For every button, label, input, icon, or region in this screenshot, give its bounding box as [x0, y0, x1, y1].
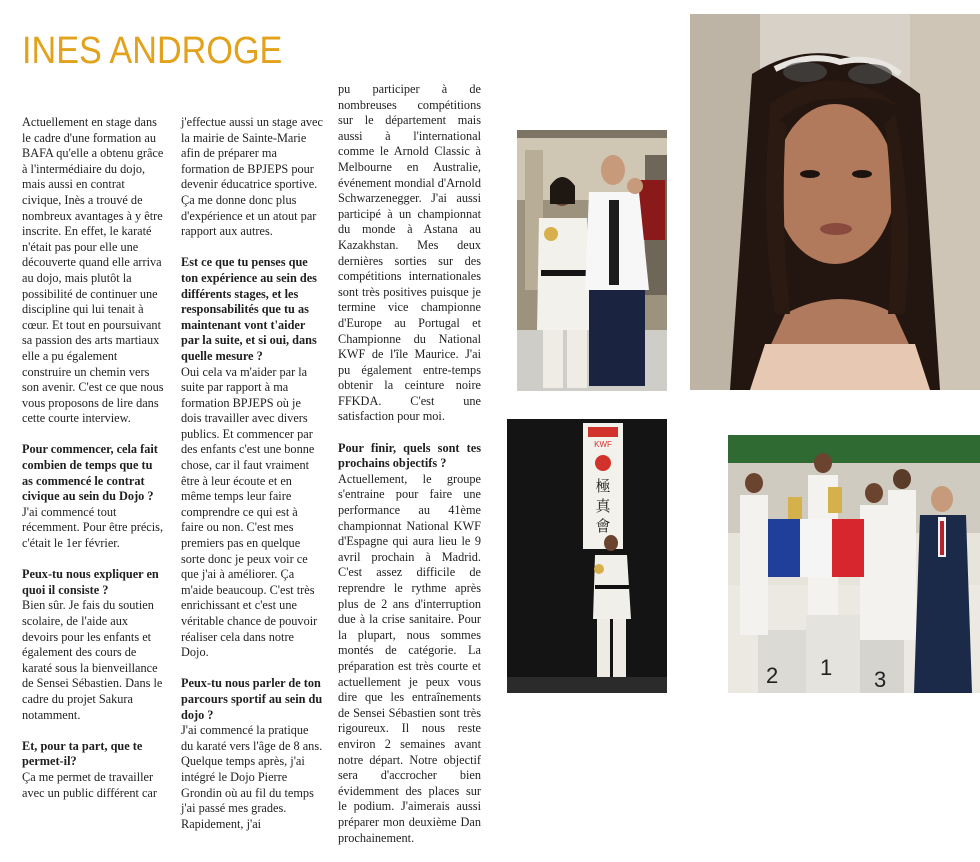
question-2: Peux-tu nous expliquer en quoi il consiste ? — [22, 567, 159, 597]
answer-6: Actuellement, le groupe s'entraine pour faire une performance au 41ème championnat National KWF d'Espagne qui aura lieu le 9 avril prochain à Madrid. C'est assez difficile de reprendre le rythme après plus de 2 ans d'interruption due à la crise sanitaire. Pour la plupart, nous sommes montés de catégorie. La préparation est très courte et actuellement je peux vous dire que les entraînements de Sensei Sébastien sont très rigoureux. Il nous reste environ 2 semaines avant notre départ. Notre objectif sera d'accrocher bien évidemment des places sur le podium. J'aimerais aussi préparer mon deuxième Dan prochainement. — [338, 471, 481, 845]
photo-dojo-pose — [507, 419, 667, 693]
answer-2: Bien sûr. Je fais du soutien scolaire, de l'aide aux devoirs pour les enfants et également des cours de karaté sous la bienveillance de Sensei Sébastien. Dans le cadre du projet Sakura notamment. — [22, 598, 163, 722]
question-6: Pour finir, quels sont tes prochains objectifs ? — [338, 440, 481, 471]
question-5: Peux-tu nous parler de ton parcours sportif au sein du dojo ? — [181, 676, 323, 722]
podium-number-3: 3 — [874, 667, 887, 692]
banner-text: KWF — [594, 440, 612, 449]
paragraph-continued-2: pu participer à de nombreuses compétitions sur le département mais aussi à l'international comme le Arnold Classic à Melbourne en Australie, événement mondial d'Arnold Schwarzenegger. J'ai aussi participé à un championnat du monde à Astana au Kazakhstan. Mes deux dernières sorties sur des compétitions internationales sont très positives puisque je termine vice championne d'Europe au Portugal et Championne du National KWF de l'île Maurice. J'ai pu également entre-temps obtenir la ceinture noire FFKDA. C'est une satisfaction pour moi. — [338, 82, 481, 424]
podium-number-1: 1 — [820, 655, 833, 680]
answer-4: Oui cela va m'aider par la suite par rapport à ma formation BPJEPS où je dois travailler avec divers publics. Et commencer par des enfants c'est une bonne chose, car il faut vraiment être à leur écoute et en même temps leur faire comprendre ce qui est à faire ou non. C'est mes premiers pas en quelque sorte donc je peux voir ce que j'ai à améliorer. Ça m'aide beaucoup. C'est très enrichissant et c'est une véritable chance de pouvoir réaliser cela dans notre Dojo. — [181, 364, 318, 660]
podium-number-2: 2 — [766, 663, 779, 688]
answer-5: J'ai commencé la pratique du karaté vers l'âge de 8 ans. Quelque temps après, j'ai intégré le Dojo Pierre Grondin où au fil du temps j'ai passé mes grades. Rapidement, j'ai — [181, 723, 323, 831]
svg-text:真: 真 — [595, 497, 611, 515]
photo-ines-with-coach — [517, 130, 667, 391]
article-title: INES ANDROGE — [22, 30, 283, 72]
intro-paragraph: Actuellement en stage dans le cadre d'une formation au BAFA qu'elle a obtenu grâce à l'intermédiaire du dojo, mais aussi en contrat civique, Inès a trouvé de nombreux avantages à y être inscrite. En effet, le karaté n'était pas pour elle une découverte quand elle arriva au dojo, mais plutôt la possibilité de continuer une discipline qui lui tenait à cœur. Et tout en poursuivant sa passion des arts martiaux elle a pu également construire un chemin vers son avenir. C'est ce que nous vous proposons de lire dans cette courte interview. — [22, 115, 164, 426]
answer-3: Ça me permet de travailler avec un public différent car — [22, 769, 157, 800]
photo-podium — [728, 435, 980, 693]
svg-text:會: 會 — [595, 517, 611, 535]
article-column-2 — [181, 115, 323, 848]
svg-text:極: 極 — [595, 477, 611, 495]
question-3: Et, pour ta part, que te permet-il? — [22, 738, 143, 769]
question-1: Pour commencer, cela fait combien de temps que tu as commencé le contrat civique au sein du Dojo ? — [22, 442, 158, 504]
article-column-1 — [22, 115, 165, 817]
answer-1: J'ai commencé tout récemment. Pour être précis, c'était le 1er février. — [22, 504, 164, 551]
paragraph-continued: j'effectue aussi un stage avec la mairie de Sainte-Marie afin de préparer ma formation de BPJEPS pour devenir éducatrice sportive. Ça me donne donc plus d'expérience et un atout par rapport aux autres. — [181, 115, 323, 239]
question-4: Est ce que tu penses que ton expérience au sein des différents stages, et les responsabilités que tu as maintenant vont t'aider par la suite, et si oui, dans quelle mesure ? — [181, 255, 317, 363]
photo-portrait — [690, 14, 980, 390]
article-column-3 — [338, 82, 481, 862]
